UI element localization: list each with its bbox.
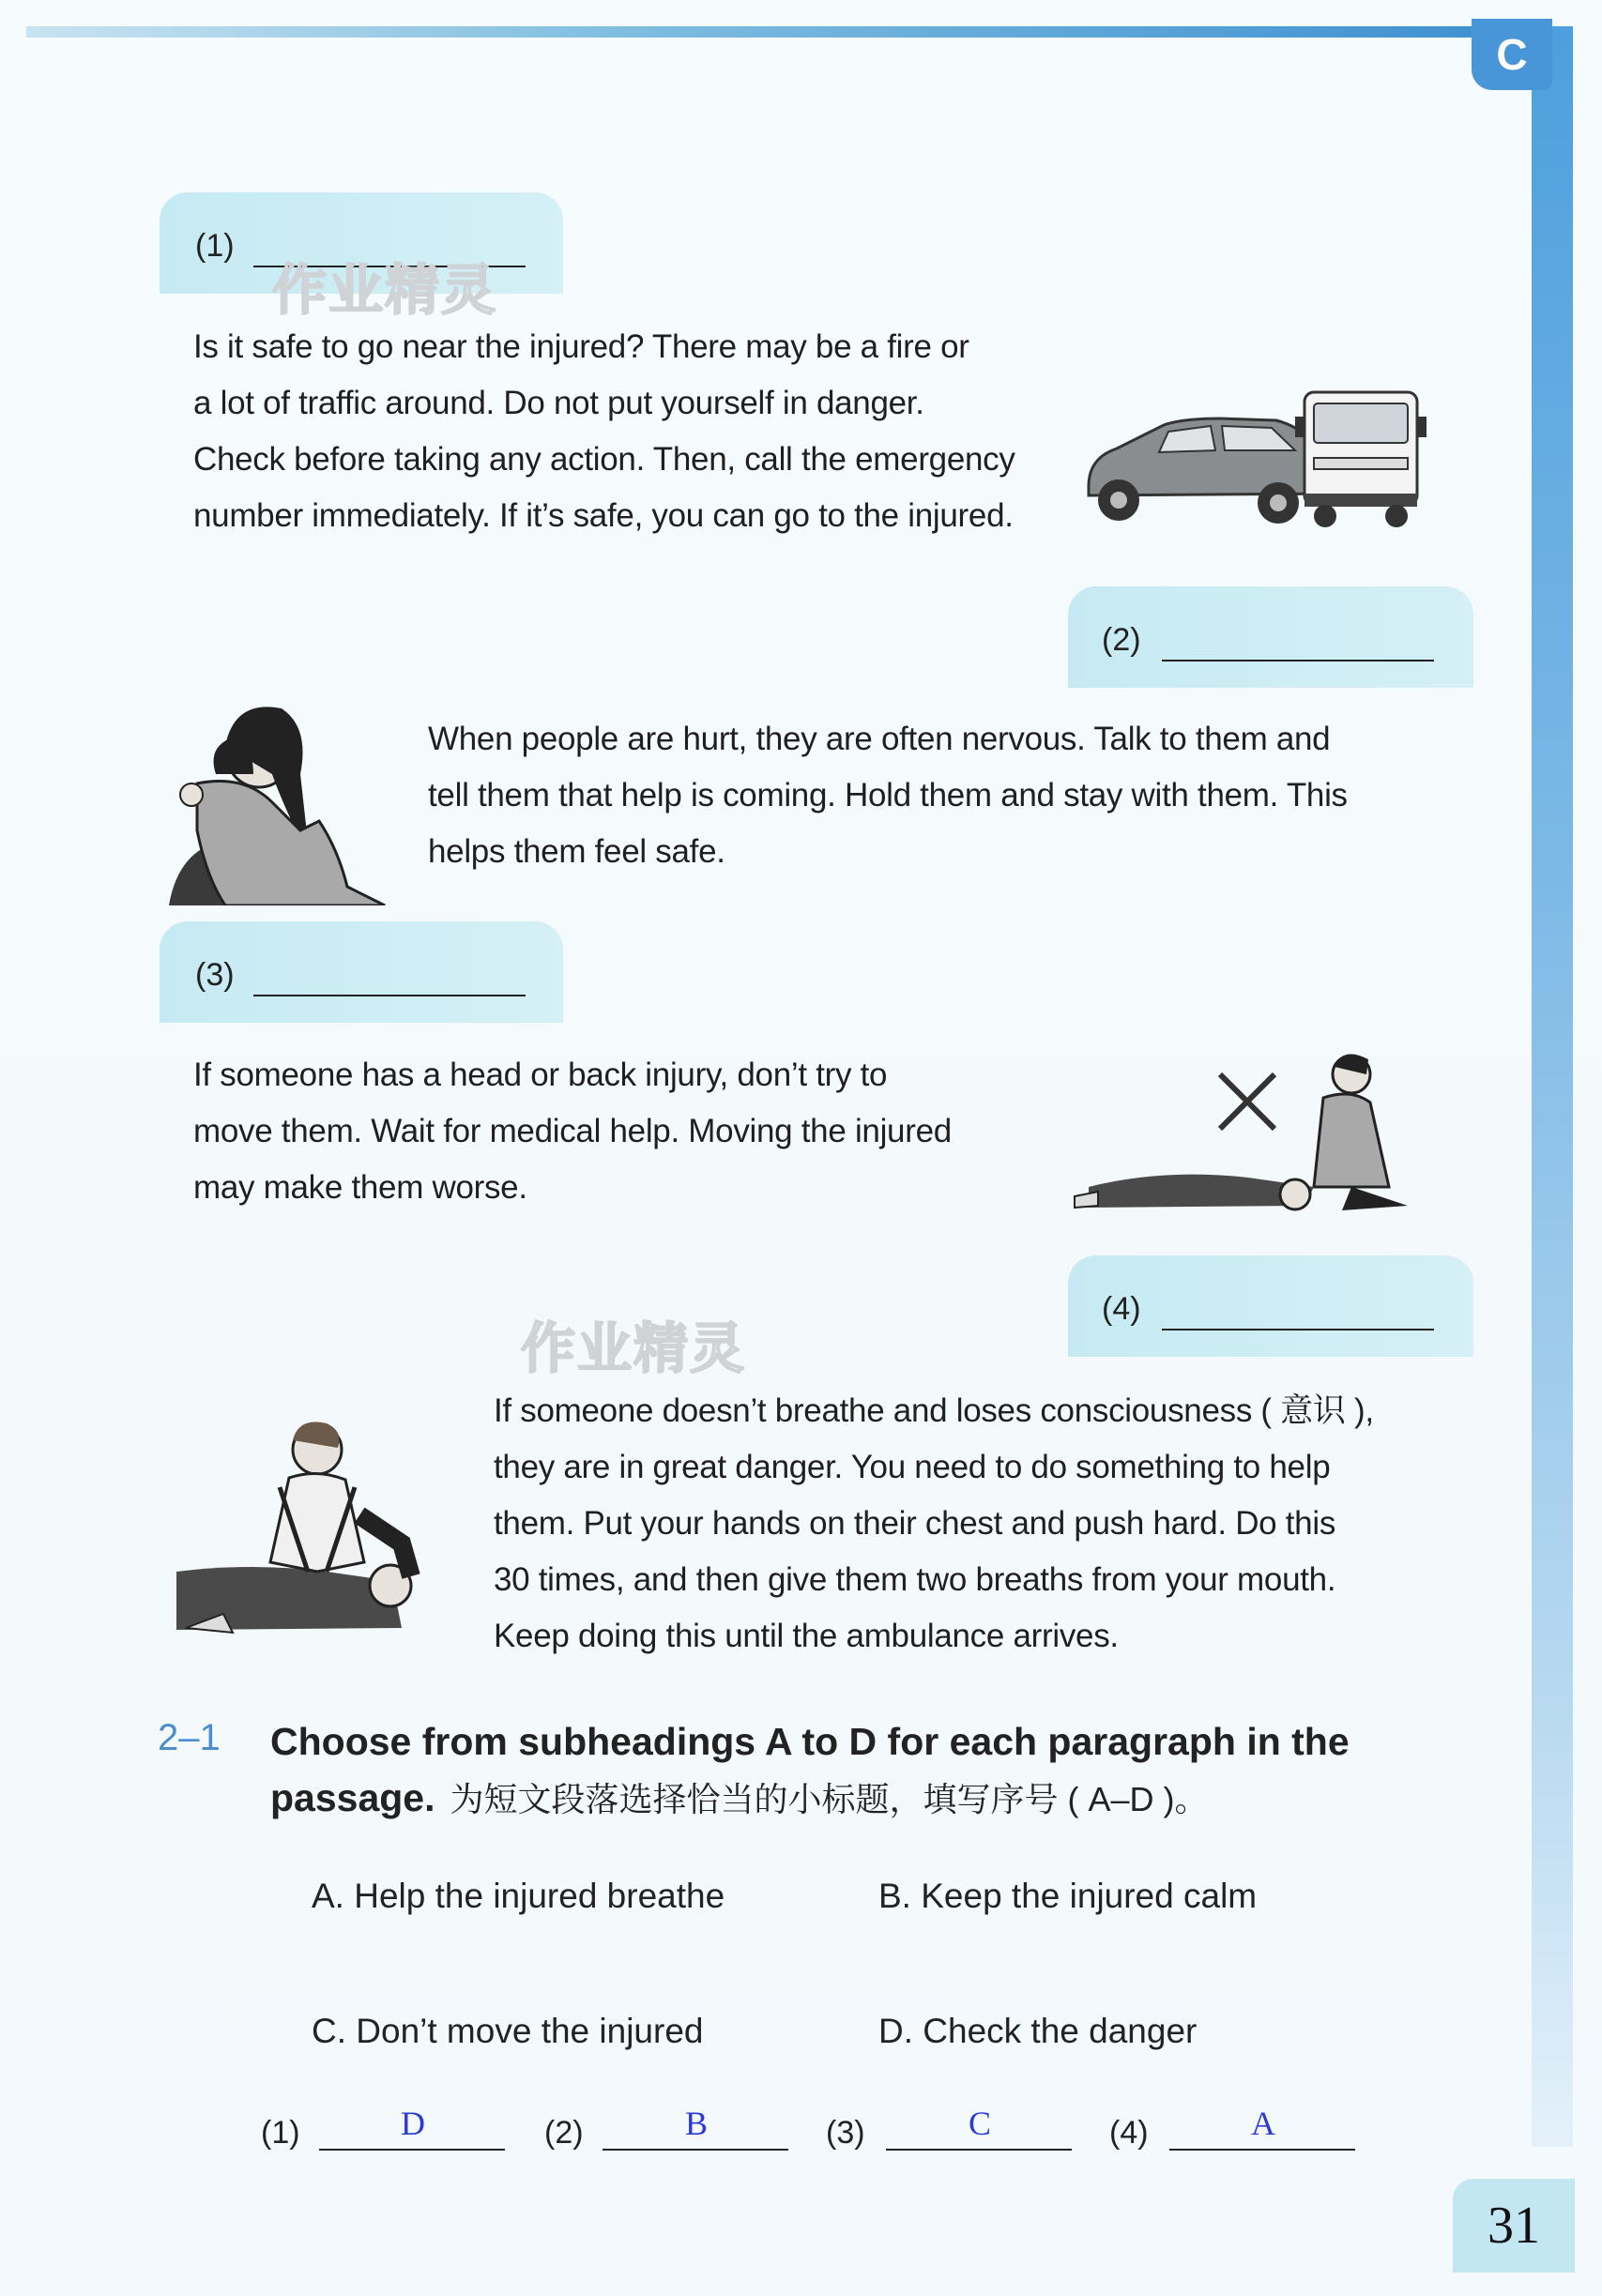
car-accident-illustration <box>1079 383 1445 533</box>
comforting-injured-illustration <box>169 690 394 905</box>
answer-value-1: D <box>401 2105 425 2142</box>
top-decorative-bar <box>26 26 1528 38</box>
page-number: 31 <box>1453 2179 1575 2273</box>
subheading-number-2: (2) <box>1102 622 1141 658</box>
option-d: D. Check the danger <box>878 2012 1198 2050</box>
section-tab: C <box>1472 19 1552 90</box>
subheading-blank-2[interactable] <box>1162 660 1434 661</box>
answer-label-4: (4) <box>1109 2115 1149 2151</box>
answer-blank-1[interactable] <box>319 2149 505 2151</box>
paragraph-line: them. Put your hands on their chest and push hard. Do this <box>494 1505 1336 1542</box>
paragraph-line: helps them feel safe. <box>428 833 725 870</box>
task-title-cn: 为短文段落选择恰当的小标题，填写序号 ( A–D )。 <box>450 1780 1209 1818</box>
answer-blank-3[interactable] <box>886 2149 1072 2151</box>
answer-label-1: (1) <box>261 2115 300 2151</box>
task-title-line2 <box>270 1770 1350 1828</box>
paragraph-line: Keep doing this until the ambulance arrives. <box>494 1618 1119 1654</box>
paragraph-3 <box>193 1047 952 1216</box>
subheading-box-4 <box>1068 1255 1473 1357</box>
paragraph-line: 30 times, and then give them two breaths from your mouth. <box>494 1561 1336 1598</box>
watermark: 作业精灵 <box>521 1318 747 1379</box>
right-decorative-bar <box>1532 26 1573 2147</box>
answer-value-3: C <box>968 2105 991 2142</box>
task-instruction <box>270 1713 1350 1828</box>
paragraph-line: If someone doesn’t breathe and loses consciousness ( 意识 ), <box>494 1392 1374 1429</box>
paragraph-line: number immediately. If it’s safe, you can go to the injured. <box>193 497 1014 534</box>
paragraph-line: When people are hurt, they are often nervous. Talk to them and <box>428 721 1331 757</box>
answer-blank-2[interactable] <box>603 2149 788 2151</box>
task-number: 2–1 <box>158 1717 221 1758</box>
option-b: B. Keep the injured calm <box>878 1877 1258 1915</box>
subheading-blank-3[interactable] <box>253 995 526 996</box>
watermark: 作业精灵 <box>272 260 498 321</box>
paragraph-line: tell them that help is coming. Hold them and stay with them. This <box>428 777 1348 813</box>
option-a: A. Help the injured breathe <box>312 1877 725 1915</box>
do-not-move-illustration <box>1070 1046 1436 1215</box>
task-title-line1: Choose from subheadings A to D for each paragraph in the <box>270 1720 1350 1763</box>
paragraph-line: Check before taking any action. Then, call the emergency <box>193 441 1015 478</box>
answer-blank-4[interactable] <box>1169 2149 1355 2151</box>
paragraph-4 <box>494 1383 1374 1665</box>
paragraph-line: If someone has a head or back injury, don’t try to <box>193 1057 888 1093</box>
paragraph-1 <box>193 319 1015 544</box>
option-c: C. Don’t move the injured <box>312 2012 704 2050</box>
subheading-blank-4[interactable] <box>1162 1329 1434 1330</box>
paragraph-line: they are in great danger. You need to do something to help <box>494 1449 1331 1485</box>
paragraph-line: Is it safe to go near the injured? There may be a fire or <box>193 328 969 365</box>
paragraph-line: move them. Wait for medical help. Moving the injured <box>193 1113 952 1149</box>
answer-label-3: (3) <box>826 2115 865 2151</box>
subheading-box-3 <box>160 921 563 1023</box>
subheading-number-4: (4) <box>1102 1291 1141 1327</box>
paragraph-2 <box>428 711 1348 880</box>
answer-label-2: (2) <box>544 2115 584 2151</box>
paragraph-line: may make them worse. <box>193 1169 527 1206</box>
subheading-box-2 <box>1068 586 1473 688</box>
answer-value-4: A <box>1251 2105 1275 2142</box>
cpr-illustration <box>176 1412 430 1637</box>
paragraph-line: a lot of traffic around. Do not put yourself in danger. <box>193 385 924 421</box>
answer-value-2: B <box>684 2105 708 2142</box>
task-title-line2-text: passage. <box>270 1776 435 1819</box>
subheading-number-1: (1) <box>195 228 235 264</box>
subheading-number-3: (3) <box>195 957 235 993</box>
